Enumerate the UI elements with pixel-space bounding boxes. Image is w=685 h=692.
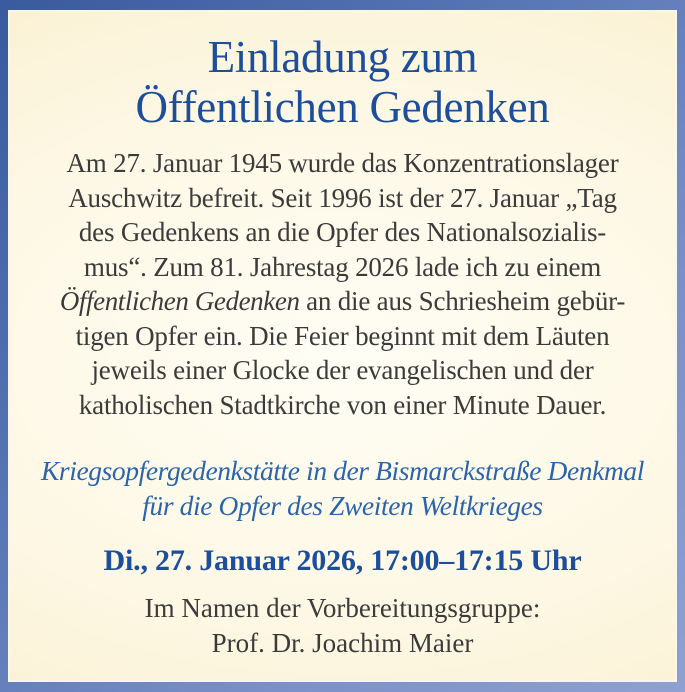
- venue-line: für die Opfer des Zweiten Weltkrieges: [142, 490, 543, 521]
- signature-line: Prof. Dr. Joachim Maier: [211, 628, 474, 658]
- body-line: tigen Opfer ein. Die Feier beginnt mit dem Läuten: [75, 320, 610, 351]
- body-line: Am 27. Januar 1945 wurde das Konzentrationslager: [66, 148, 619, 178]
- signature-block: [10, 591, 675, 661]
- page-title: [10, 32, 675, 132]
- italic-event-phrase: Öffentlichen Gedenken: [59, 286, 300, 316]
- venue-text: [10, 453, 675, 523]
- body-line: mus“. Zum 81. Jahrestag 2026 lade ich zu einem: [83, 251, 602, 282]
- signature-line: Im Namen der Vorbereitungsgruppe:: [144, 593, 541, 623]
- venue-line: Kriegsopfergedenkstätte in der Bismarckstraße Denkmal: [40, 455, 645, 486]
- body-paragraph: [10, 146, 675, 422]
- body-line: jeweils einer Glocke der evangelischen und der: [91, 355, 594, 385]
- body-line: katholischen Stadtkirche von einer Minute Dauer.: [78, 389, 607, 420]
- title-line: Einladung zum: [207, 32, 478, 82]
- body-line: Auschwitz befreit. Seit 1996 ist der 27. Januar „Tag: [68, 182, 617, 213]
- flyer-inner-panel: [8, 10, 677, 682]
- title-line: Öffentlichen Gedenken: [135, 82, 550, 132]
- event-datetime: Di., 27. Januar 2026, 17:00–17:15 Uhr: [103, 544, 582, 577]
- body-line-remainder: an die aus Schriesheim gebür-: [299, 286, 626, 316]
- body-line-with-italic: [10, 284, 675, 319]
- body-line: des Gedenkens an die Opfer des Nationalsozialis-: [78, 217, 607, 247]
